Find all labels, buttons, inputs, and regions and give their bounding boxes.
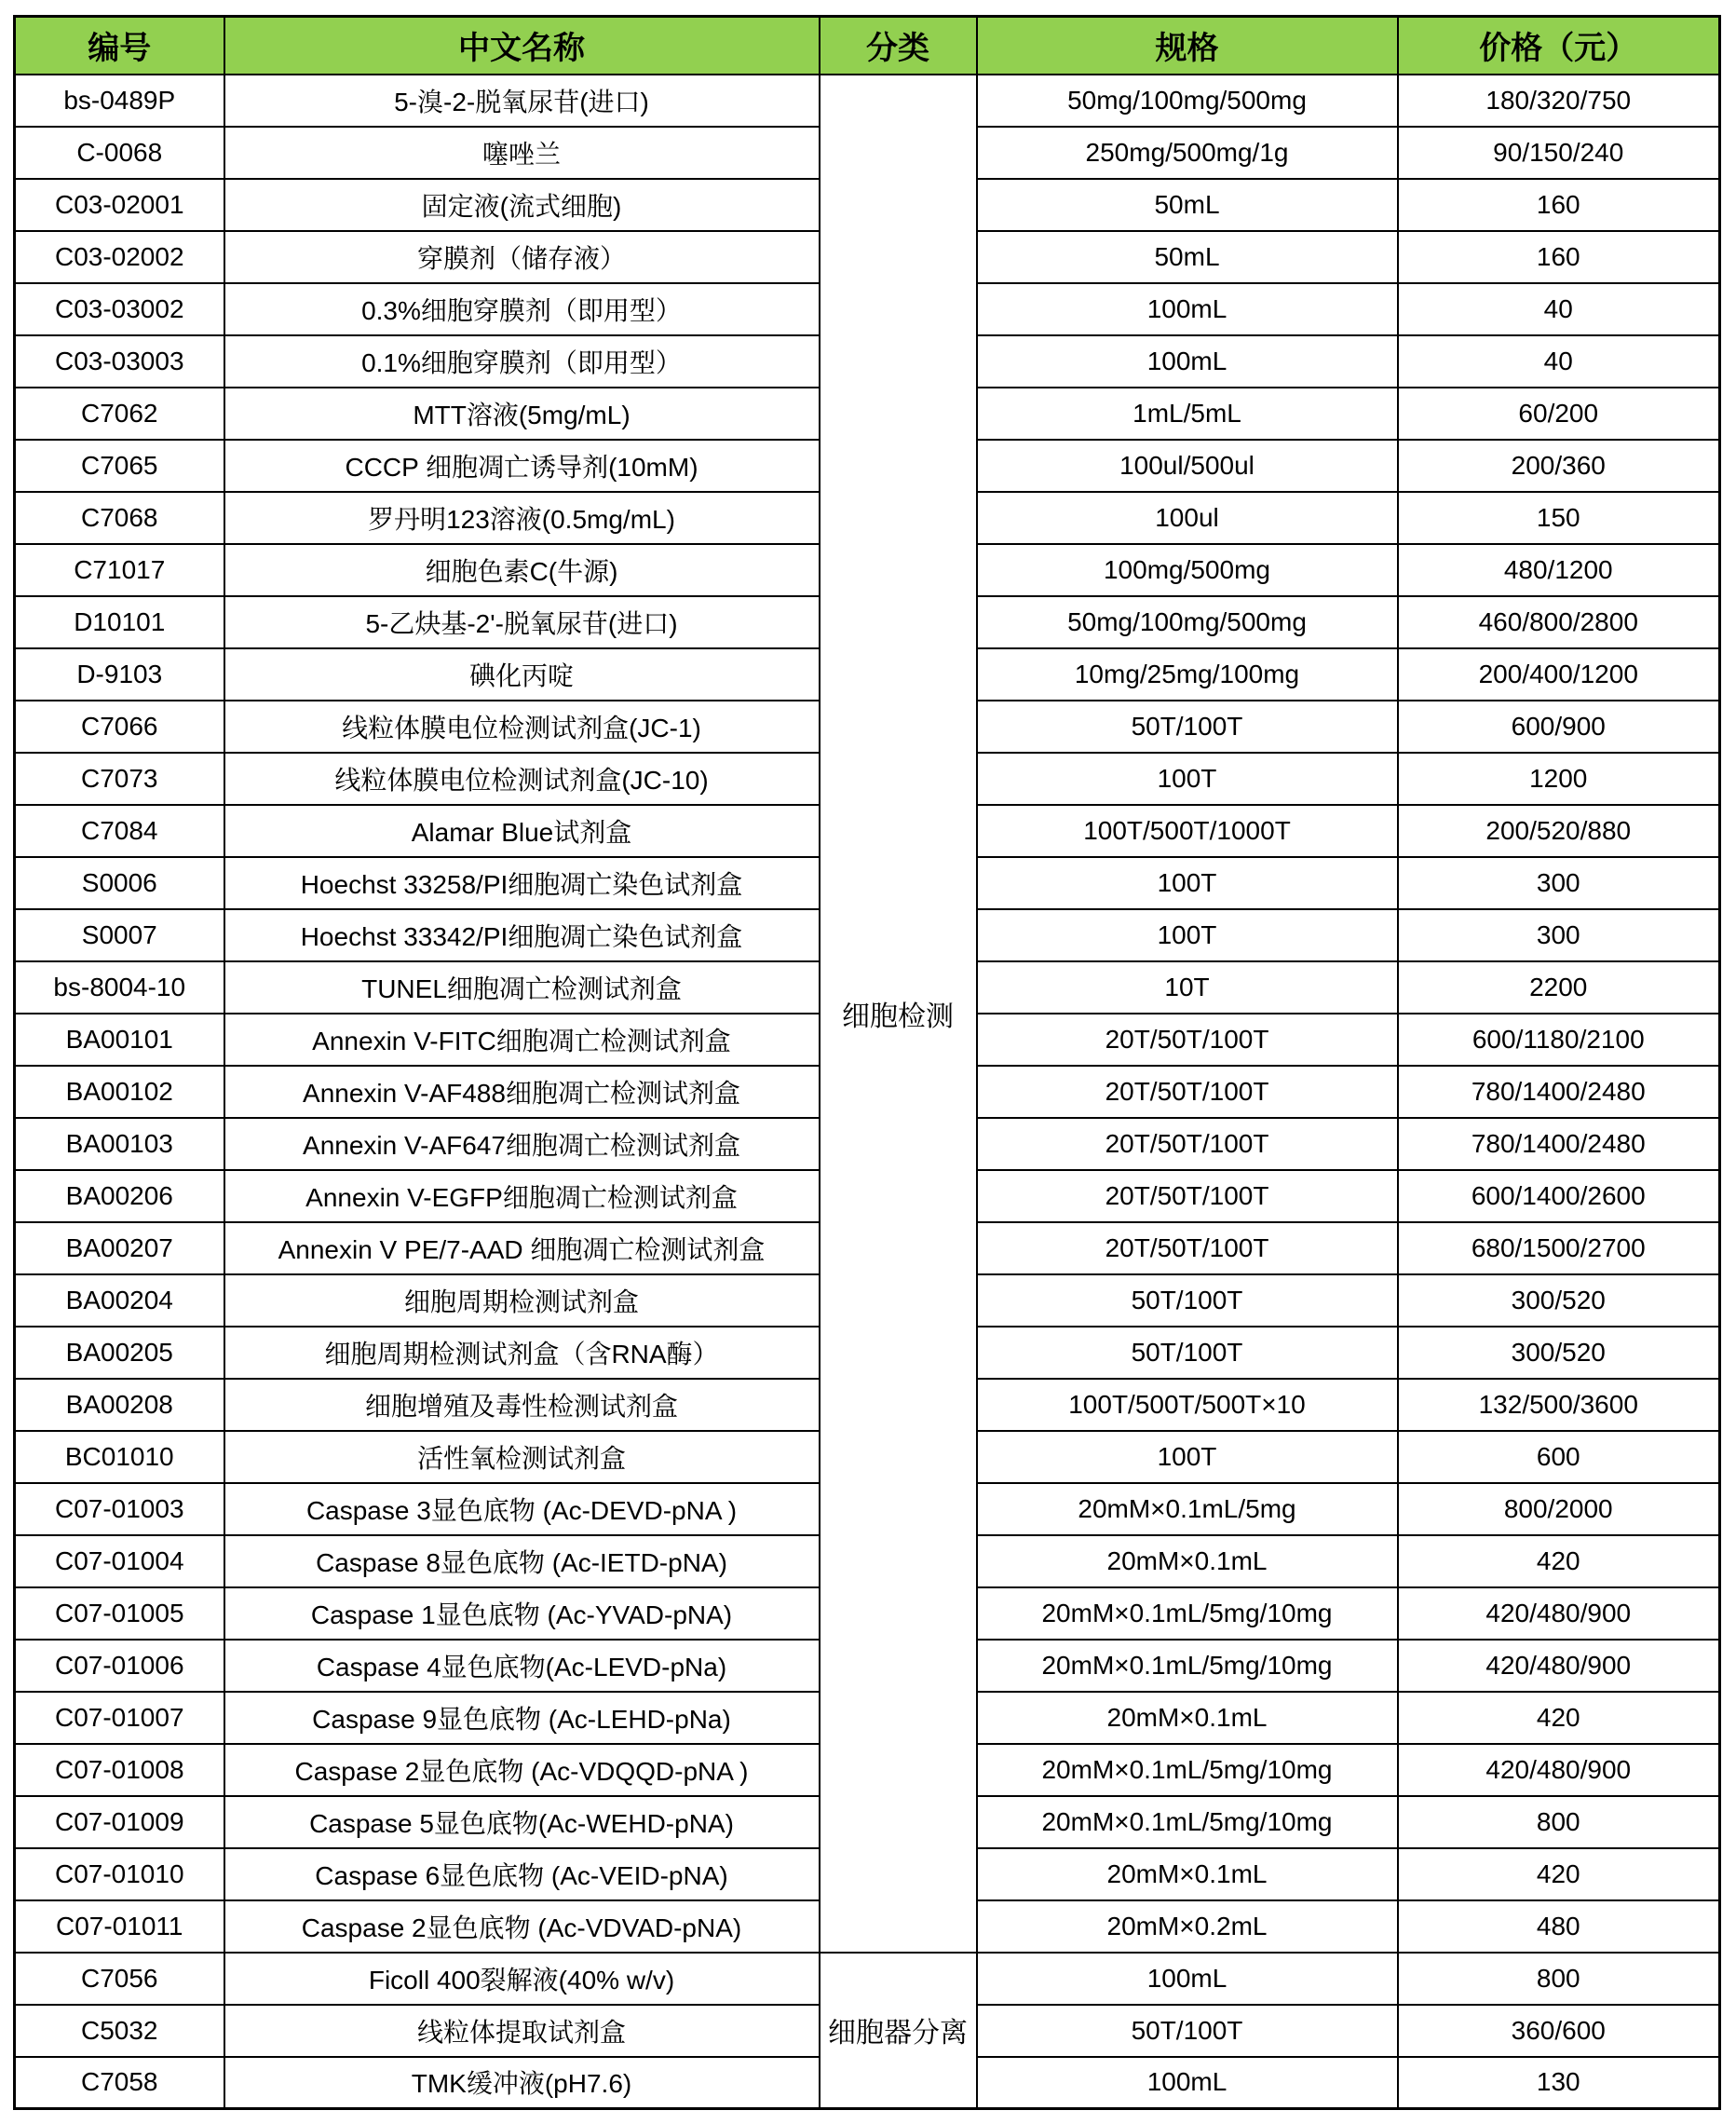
cell-price: 160 bbox=[1398, 231, 1720, 283]
header-spec: 规格 bbox=[977, 17, 1398, 75]
cell-name: Caspase 1显色底物 (Ac-YVAD-pNA) bbox=[224, 1587, 820, 1640]
cell-price: 780/1400/2480 bbox=[1398, 1118, 1720, 1170]
cell-price: 300 bbox=[1398, 909, 1720, 961]
cell-price: 300 bbox=[1398, 857, 1720, 909]
cell-code: C7056 bbox=[15, 1953, 224, 2005]
price-table-container bbox=[13, 15, 1721, 2110]
cell-name: Hoechst 33342/PI细胞凋亡染色试剂盒 bbox=[224, 909, 820, 961]
cell-spec: 20mM×0.1mL/5mg/10mg bbox=[977, 1796, 1398, 1848]
cell-price: 800 bbox=[1398, 1953, 1720, 2005]
cell-price: 420/480/900 bbox=[1398, 1744, 1720, 1796]
cell-price: 160 bbox=[1398, 179, 1720, 231]
cell-price: 600/900 bbox=[1398, 701, 1720, 753]
cell-name: Caspase 4显色底物(Ac-LEVD-pNa) bbox=[224, 1640, 820, 1692]
cell-code: S0006 bbox=[15, 857, 224, 909]
cell-name: TMK缓冲液(pH7.6) bbox=[224, 2057, 820, 2109]
cell-code: C07-01009 bbox=[15, 1796, 224, 1848]
header-name: 中文名称 bbox=[224, 17, 820, 75]
cell-code: C07-01010 bbox=[15, 1848, 224, 1900]
cell-price: 200/360 bbox=[1398, 440, 1720, 492]
cell-price: 460/800/2800 bbox=[1398, 596, 1720, 648]
cell-code: BA00102 bbox=[15, 1066, 224, 1118]
cell-name: 穿膜剂（储存液） bbox=[224, 231, 820, 283]
cell-name: 噻唑兰 bbox=[224, 127, 820, 179]
cell-price: 600/1400/2600 bbox=[1398, 1170, 1720, 1222]
cell-name: Annexin V-AF647细胞凋亡检测试剂盒 bbox=[224, 1118, 820, 1170]
header-row bbox=[15, 17, 1720, 75]
cell-spec: 100ul/500ul bbox=[977, 440, 1398, 492]
cell-price: 40 bbox=[1398, 283, 1720, 335]
cell-name: Caspase 2显色底物 (Ac-VDQQD-pNA ) bbox=[224, 1744, 820, 1796]
cell-spec: 1mL/5mL bbox=[977, 388, 1398, 440]
cell-spec: 100T bbox=[977, 753, 1398, 805]
cell-spec: 50mL bbox=[977, 179, 1398, 231]
cell-code: BC01010 bbox=[15, 1431, 224, 1483]
cell-price: 180/320/750 bbox=[1398, 75, 1720, 127]
cell-spec: 20T/50T/100T bbox=[977, 1118, 1398, 1170]
cell-code: C07-01005 bbox=[15, 1587, 224, 1640]
cell-price: 420/480/900 bbox=[1398, 1587, 1720, 1640]
cell-price: 60/200 bbox=[1398, 388, 1720, 440]
cell-code: BA00206 bbox=[15, 1170, 224, 1222]
cell-price: 90/150/240 bbox=[1398, 127, 1720, 179]
cell-code: D10101 bbox=[15, 596, 224, 648]
cell-spec: 50mg/100mg/500mg bbox=[977, 596, 1398, 648]
cell-spec: 20T/50T/100T bbox=[977, 1170, 1398, 1222]
cell-code: C7066 bbox=[15, 701, 224, 753]
cell-price: 420/480/900 bbox=[1398, 1640, 1720, 1692]
price-table-body bbox=[15, 75, 1720, 2109]
table-row bbox=[15, 1953, 1720, 2005]
cell-name: Hoechst 33258/PI细胞凋亡染色试剂盒 bbox=[224, 857, 820, 909]
cell-code: C03-03003 bbox=[15, 335, 224, 388]
cell-spec: 10T bbox=[977, 961, 1398, 1014]
cell-code: C7068 bbox=[15, 492, 224, 544]
cell-name: Annexin V-AF488细胞凋亡检测试剂盒 bbox=[224, 1066, 820, 1118]
cell-code: C07-01011 bbox=[15, 1900, 224, 1953]
cell-price: 300/520 bbox=[1398, 1274, 1720, 1327]
cell-price: 130 bbox=[1398, 2057, 1720, 2109]
table-header bbox=[15, 17, 1720, 75]
category-cell: 细胞器分离 bbox=[820, 1953, 977, 2109]
cell-code: bs-8004-10 bbox=[15, 961, 224, 1014]
cell-name: 线粒体提取试剂盒 bbox=[224, 2005, 820, 2057]
cell-price: 1200 bbox=[1398, 753, 1720, 805]
price-table bbox=[13, 15, 1721, 2110]
cell-code: C03-02002 bbox=[15, 231, 224, 283]
cell-price: 200/400/1200 bbox=[1398, 648, 1720, 701]
header-category: 分类 bbox=[820, 17, 977, 75]
cell-price: 150 bbox=[1398, 492, 1720, 544]
cell-code: BA00207 bbox=[15, 1222, 224, 1274]
cell-name: Annexin V-FITC细胞凋亡检测试剂盒 bbox=[224, 1014, 820, 1066]
cell-code: C07-01008 bbox=[15, 1744, 224, 1796]
cell-spec: 100mL bbox=[977, 283, 1398, 335]
cell-code: BA00208 bbox=[15, 1379, 224, 1431]
cell-code: bs-0489P bbox=[15, 75, 224, 127]
header-price: 价格（元） bbox=[1398, 17, 1720, 75]
cell-spec: 20mM×0.1mL bbox=[977, 1848, 1398, 1900]
cell-code: C07-01004 bbox=[15, 1535, 224, 1587]
cell-price: 420 bbox=[1398, 1535, 1720, 1587]
cell-spec: 20mM×0.1mL/5mg/10mg bbox=[977, 1587, 1398, 1640]
cell-price: 800/2000 bbox=[1398, 1483, 1720, 1535]
cell-spec: 20mM×0.2mL bbox=[977, 1900, 1398, 1953]
cell-price: 300/520 bbox=[1398, 1327, 1720, 1379]
cell-name: 5-溴-2-脱氧尿苷(进口) bbox=[224, 75, 820, 127]
cell-code: C03-03002 bbox=[15, 283, 224, 335]
cell-spec: 20T/50T/100T bbox=[977, 1014, 1398, 1066]
cell-code: C7058 bbox=[15, 2057, 224, 2109]
cell-spec: 50T/100T bbox=[977, 1327, 1398, 1379]
cell-name: 细胞增殖及毒性检测试剂盒 bbox=[224, 1379, 820, 1431]
cell-code: C7065 bbox=[15, 440, 224, 492]
cell-code: C5032 bbox=[15, 2005, 224, 2057]
cell-code: S0007 bbox=[15, 909, 224, 961]
cell-spec: 20mM×0.1mL bbox=[977, 1692, 1398, 1744]
cell-name: Caspase 3显色底物 (Ac-DEVD-pNA ) bbox=[224, 1483, 820, 1535]
cell-spec: 100T/500T/500T×10 bbox=[977, 1379, 1398, 1431]
cell-price: 40 bbox=[1398, 335, 1720, 388]
category-cell: 细胞检测 bbox=[820, 75, 977, 1953]
cell-name: Caspase 5显色底物(Ac-WEHD-pNA) bbox=[224, 1796, 820, 1848]
cell-price: 132/500/3600 bbox=[1398, 1379, 1720, 1431]
cell-spec: 20T/50T/100T bbox=[977, 1222, 1398, 1274]
cell-price: 480/1200 bbox=[1398, 544, 1720, 596]
cell-name: Annexin V PE/7-AAD 细胞凋亡检测试剂盒 bbox=[224, 1222, 820, 1274]
cell-spec: 100T/500T/1000T bbox=[977, 805, 1398, 857]
cell-code: BA00205 bbox=[15, 1327, 224, 1379]
cell-spec: 100mL bbox=[977, 2057, 1398, 2109]
cell-name: 罗丹明123溶液(0.5mg/mL) bbox=[224, 492, 820, 544]
cell-spec: 50mg/100mg/500mg bbox=[977, 75, 1398, 127]
cell-price: 600/1180/2100 bbox=[1398, 1014, 1720, 1066]
cell-spec: 50T/100T bbox=[977, 2005, 1398, 2057]
cell-name: Caspase 6显色底物 (Ac-VEID-pNA) bbox=[224, 1848, 820, 1900]
cell-price: 480 bbox=[1398, 1900, 1720, 1953]
cell-code: BA00101 bbox=[15, 1014, 224, 1066]
cell-spec: 100mL bbox=[977, 335, 1398, 388]
cell-price: 200/520/880 bbox=[1398, 805, 1720, 857]
cell-name: MTT溶液(5mg/mL) bbox=[224, 388, 820, 440]
cell-code: BA00103 bbox=[15, 1118, 224, 1170]
cell-name: Caspase 8显色底物 (Ac-IETD-pNA) bbox=[224, 1535, 820, 1587]
cell-spec: 50T/100T bbox=[977, 701, 1398, 753]
cell-name: 0.1%细胞穿膜剂（即用型） bbox=[224, 335, 820, 388]
cell-price: 420 bbox=[1398, 1692, 1720, 1744]
cell-spec: 20mM×0.1mL bbox=[977, 1535, 1398, 1587]
cell-spec: 100mL bbox=[977, 1953, 1398, 2005]
cell-spec: 20mM×0.1mL/5mg/10mg bbox=[977, 1640, 1398, 1692]
cell-name: 线粒体膜电位检测试剂盒(JC-1) bbox=[224, 701, 820, 753]
cell-name: 细胞色素C(牛源) bbox=[224, 544, 820, 596]
cell-spec: 100ul bbox=[977, 492, 1398, 544]
cell-spec: 100T bbox=[977, 1431, 1398, 1483]
cell-name: Caspase 9显色底物 (Ac-LEHD-pNa) bbox=[224, 1692, 820, 1744]
cell-spec: 50mL bbox=[977, 231, 1398, 283]
cell-name: Caspase 2显色底物 (Ac-VDVAD-pNA) bbox=[224, 1900, 820, 1953]
cell-name: 细胞周期检测试剂盒（含RNA酶） bbox=[224, 1327, 820, 1379]
cell-price: 420 bbox=[1398, 1848, 1720, 1900]
cell-name: Ficoll 400裂解液(40% w/v) bbox=[224, 1953, 820, 2005]
cell-name: Alamar Blue试剂盒 bbox=[224, 805, 820, 857]
cell-spec: 100T bbox=[977, 909, 1398, 961]
cell-code: C7084 bbox=[15, 805, 224, 857]
cell-code: C07-01003 bbox=[15, 1483, 224, 1535]
cell-code: D-9103 bbox=[15, 648, 224, 701]
cell-code: C-0068 bbox=[15, 127, 224, 179]
cell-name: 活性氧检测试剂盒 bbox=[224, 1431, 820, 1483]
cell-spec: 20mM×0.1mL/5mg bbox=[977, 1483, 1398, 1535]
cell-name: 5-乙炔基-2'-脱氧尿苷(进口) bbox=[224, 596, 820, 648]
cell-code: C7062 bbox=[15, 388, 224, 440]
cell-spec: 100T bbox=[977, 857, 1398, 909]
cell-name: TUNEL细胞凋亡检测试剂盒 bbox=[224, 961, 820, 1014]
cell-code: C03-02001 bbox=[15, 179, 224, 231]
cell-spec: 20mM×0.1mL/5mg/10mg bbox=[977, 1744, 1398, 1796]
cell-name: 0.3%细胞穿膜剂（即用型） bbox=[224, 283, 820, 335]
cell-code: C07-01006 bbox=[15, 1640, 224, 1692]
cell-name: CCCP 细胞凋亡诱导剂(10mM) bbox=[224, 440, 820, 492]
cell-name: 细胞周期检测试剂盒 bbox=[224, 1274, 820, 1327]
cell-spec: 250mg/500mg/1g bbox=[977, 127, 1398, 179]
cell-name: 线粒体膜电位检测试剂盒(JC-10) bbox=[224, 753, 820, 805]
cell-price: 600 bbox=[1398, 1431, 1720, 1483]
cell-spec: 20T/50T/100T bbox=[977, 1066, 1398, 1118]
header-code: 编号 bbox=[15, 17, 224, 75]
cell-code: C07-01007 bbox=[15, 1692, 224, 1744]
cell-price: 780/1400/2480 bbox=[1398, 1066, 1720, 1118]
cell-spec: 100mg/500mg bbox=[977, 544, 1398, 596]
cell-name: Annexin V-EGFP细胞凋亡检测试剂盒 bbox=[224, 1170, 820, 1222]
cell-code: C7073 bbox=[15, 753, 224, 805]
cell-spec: 10mg/25mg/100mg bbox=[977, 648, 1398, 701]
cell-price: 360/600 bbox=[1398, 2005, 1720, 2057]
cell-spec: 50T/100T bbox=[977, 1274, 1398, 1327]
cell-price: 680/1500/2700 bbox=[1398, 1222, 1720, 1274]
cell-code: BA00204 bbox=[15, 1274, 224, 1327]
cell-name: 固定液(流式细胞) bbox=[224, 179, 820, 231]
cell-price: 800 bbox=[1398, 1796, 1720, 1848]
table-row bbox=[15, 75, 1720, 127]
cell-code: C71017 bbox=[15, 544, 224, 596]
cell-price: 2200 bbox=[1398, 961, 1720, 1014]
cell-name: 碘化丙啶 bbox=[224, 648, 820, 701]
